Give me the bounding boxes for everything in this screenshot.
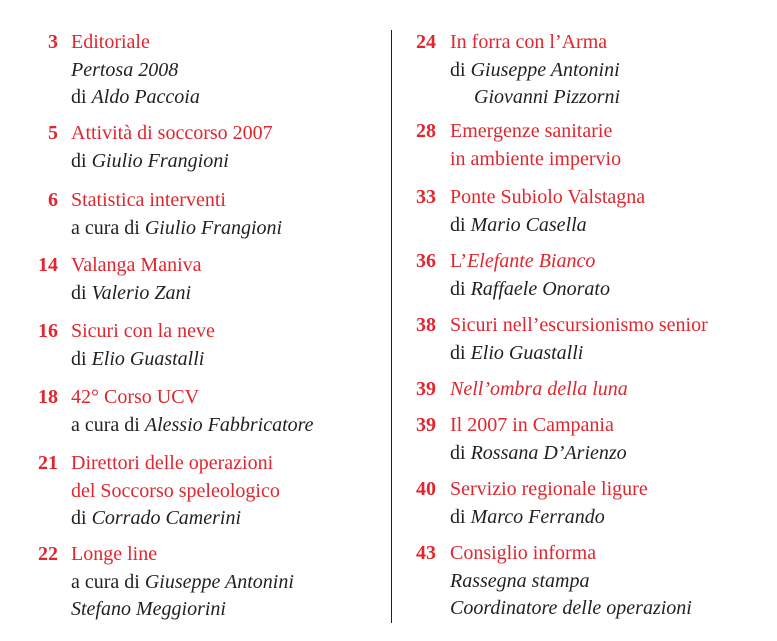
entry-body <box>71 120 273 175</box>
entry-body <box>71 29 200 112</box>
page-number: 43 <box>416 542 436 564</box>
byline-prefix: di <box>71 86 87 108</box>
entry-byline <box>71 84 200 112</box>
page-number: 6 <box>48 189 58 211</box>
author-name: Giulio Frangioni <box>144 216 283 239</box>
entry-body <box>71 252 202 307</box>
entry-subtitle-second: Coordinatore delle operazioni <box>450 597 692 619</box>
entry-title: In forra con l’Arma <box>450 31 608 53</box>
entry-byline <box>71 569 294 597</box>
entry-title: Valanga Maniva <box>71 254 202 276</box>
title-italic: Elefante Bianco <box>467 250 596 272</box>
author-name: Aldo Paccoia <box>91 86 200 108</box>
byline-prefix: di <box>71 149 87 172</box>
entry-body <box>450 412 627 467</box>
page-number: 16 <box>38 320 58 342</box>
entry-body <box>71 384 314 439</box>
byline-prefix: di <box>450 58 466 81</box>
entry-byline <box>71 148 273 176</box>
author-name: Marco Ferrando <box>470 505 605 528</box>
byline-prefix: di <box>450 341 466 364</box>
entry-title: 42° Corso UCV <box>71 386 200 408</box>
page-number: 36 <box>416 250 436 272</box>
byline-prefix: di <box>71 281 87 304</box>
entry-byline <box>450 276 610 304</box>
entry-title: Sicuri con la neve <box>71 320 215 342</box>
page-number: 18 <box>38 386 58 408</box>
entry-byline <box>71 346 215 374</box>
page-number: 28 <box>416 120 436 142</box>
byline-prefix: di <box>450 441 466 464</box>
entry-title: Servizio regionale ligure <box>450 478 648 500</box>
entry-title: Emergenze sanitarie <box>450 120 613 142</box>
byline-prefix: a cura di <box>71 216 140 239</box>
entry-byline <box>71 280 202 308</box>
byline-prefix: di <box>71 507 87 529</box>
entry-title: Sicuri nell’escursionismo senior <box>450 314 708 336</box>
entry-title: Ponte Subiolo Valstagna <box>450 186 646 208</box>
author-name: Elio Guastalli <box>91 347 205 370</box>
entry-subtitle: Pertosa 2008 <box>71 58 179 81</box>
page-number: 38 <box>416 314 436 336</box>
entry-title <box>450 248 610 276</box>
entry-byline <box>450 212 645 240</box>
author-name: Mario Casella <box>470 213 587 236</box>
entry-byline <box>71 505 280 533</box>
entry-body <box>71 541 294 624</box>
title-prefix: L’ <box>450 250 468 272</box>
author-name: Giuseppe Antonini <box>470 58 620 81</box>
page-number: 14 <box>38 254 58 276</box>
entry-byline <box>71 412 314 440</box>
author-name: Elio Guastalli <box>470 341 584 364</box>
byline-prefix: di <box>71 347 87 370</box>
entry-body <box>450 540 692 623</box>
page-number: 39 <box>416 378 436 400</box>
entry-title-continued: in ambiente impervio <box>450 147 622 170</box>
entry-body <box>450 248 610 303</box>
entry-title: Editoriale <box>71 31 150 53</box>
page-number: 22 <box>38 543 58 565</box>
entry-title: Statistica interventi <box>71 189 226 211</box>
entry-title: Direttori delle operazioni <box>71 452 274 474</box>
author-name: Raffaele Onorato <box>470 277 610 300</box>
author-name: Alessio Fabbricatore <box>144 413 314 436</box>
author-name: Giuseppe Antonini <box>144 570 294 593</box>
entry-subtitle: Rassegna stampa <box>450 569 590 592</box>
entry-byline <box>450 340 708 368</box>
entry-title: Attività di soccorso 2007 <box>71 122 273 144</box>
entry-body <box>71 318 215 373</box>
entry-title: Nell’ombra della luna <box>450 378 628 400</box>
author-name-second: Giovanni Pizzorni <box>474 86 621 108</box>
entry-byline <box>450 57 620 85</box>
entry-body <box>450 29 620 112</box>
entry-body <box>450 184 645 239</box>
page-number: 3 <box>48 31 58 53</box>
byline-prefix: a cura di <box>71 570 140 593</box>
entry-body <box>71 187 282 242</box>
entry-body <box>450 376 628 404</box>
entry-body <box>450 312 708 367</box>
entry-title: Il 2007 in Campania <box>450 414 614 436</box>
author-name: Rossana D’Arienzo <box>470 441 627 464</box>
page-number: 24 <box>416 31 436 53</box>
author-name: Giulio Frangioni <box>91 149 229 172</box>
entry-byline <box>450 504 648 532</box>
page-number: 21 <box>38 452 58 474</box>
byline-prefix: di <box>450 213 466 236</box>
entry-title: Consiglio informa <box>450 542 597 564</box>
entry-byline <box>450 440 627 468</box>
entry-body <box>450 118 621 173</box>
page-number: 33 <box>416 186 436 208</box>
entry-body <box>450 476 648 531</box>
byline-prefix: di <box>450 505 466 528</box>
entry-body <box>71 450 280 533</box>
author-name: Valerio Zani <box>91 281 192 304</box>
entry-title: Longe line <box>71 543 158 565</box>
byline-prefix: di <box>450 277 466 300</box>
entry-byline <box>71 215 282 243</box>
author-name: Corrado Camerini <box>91 507 242 529</box>
byline-prefix: a cura di <box>71 413 140 436</box>
page-number: 39 <box>416 414 436 436</box>
column-divider <box>391 30 392 623</box>
author-name-second: Stefano Meggiorini <box>71 598 226 620</box>
page-number: 5 <box>48 122 58 144</box>
page-number: 40 <box>416 478 436 500</box>
entry-title-continued: del Soccorso speleologico <box>71 479 280 502</box>
